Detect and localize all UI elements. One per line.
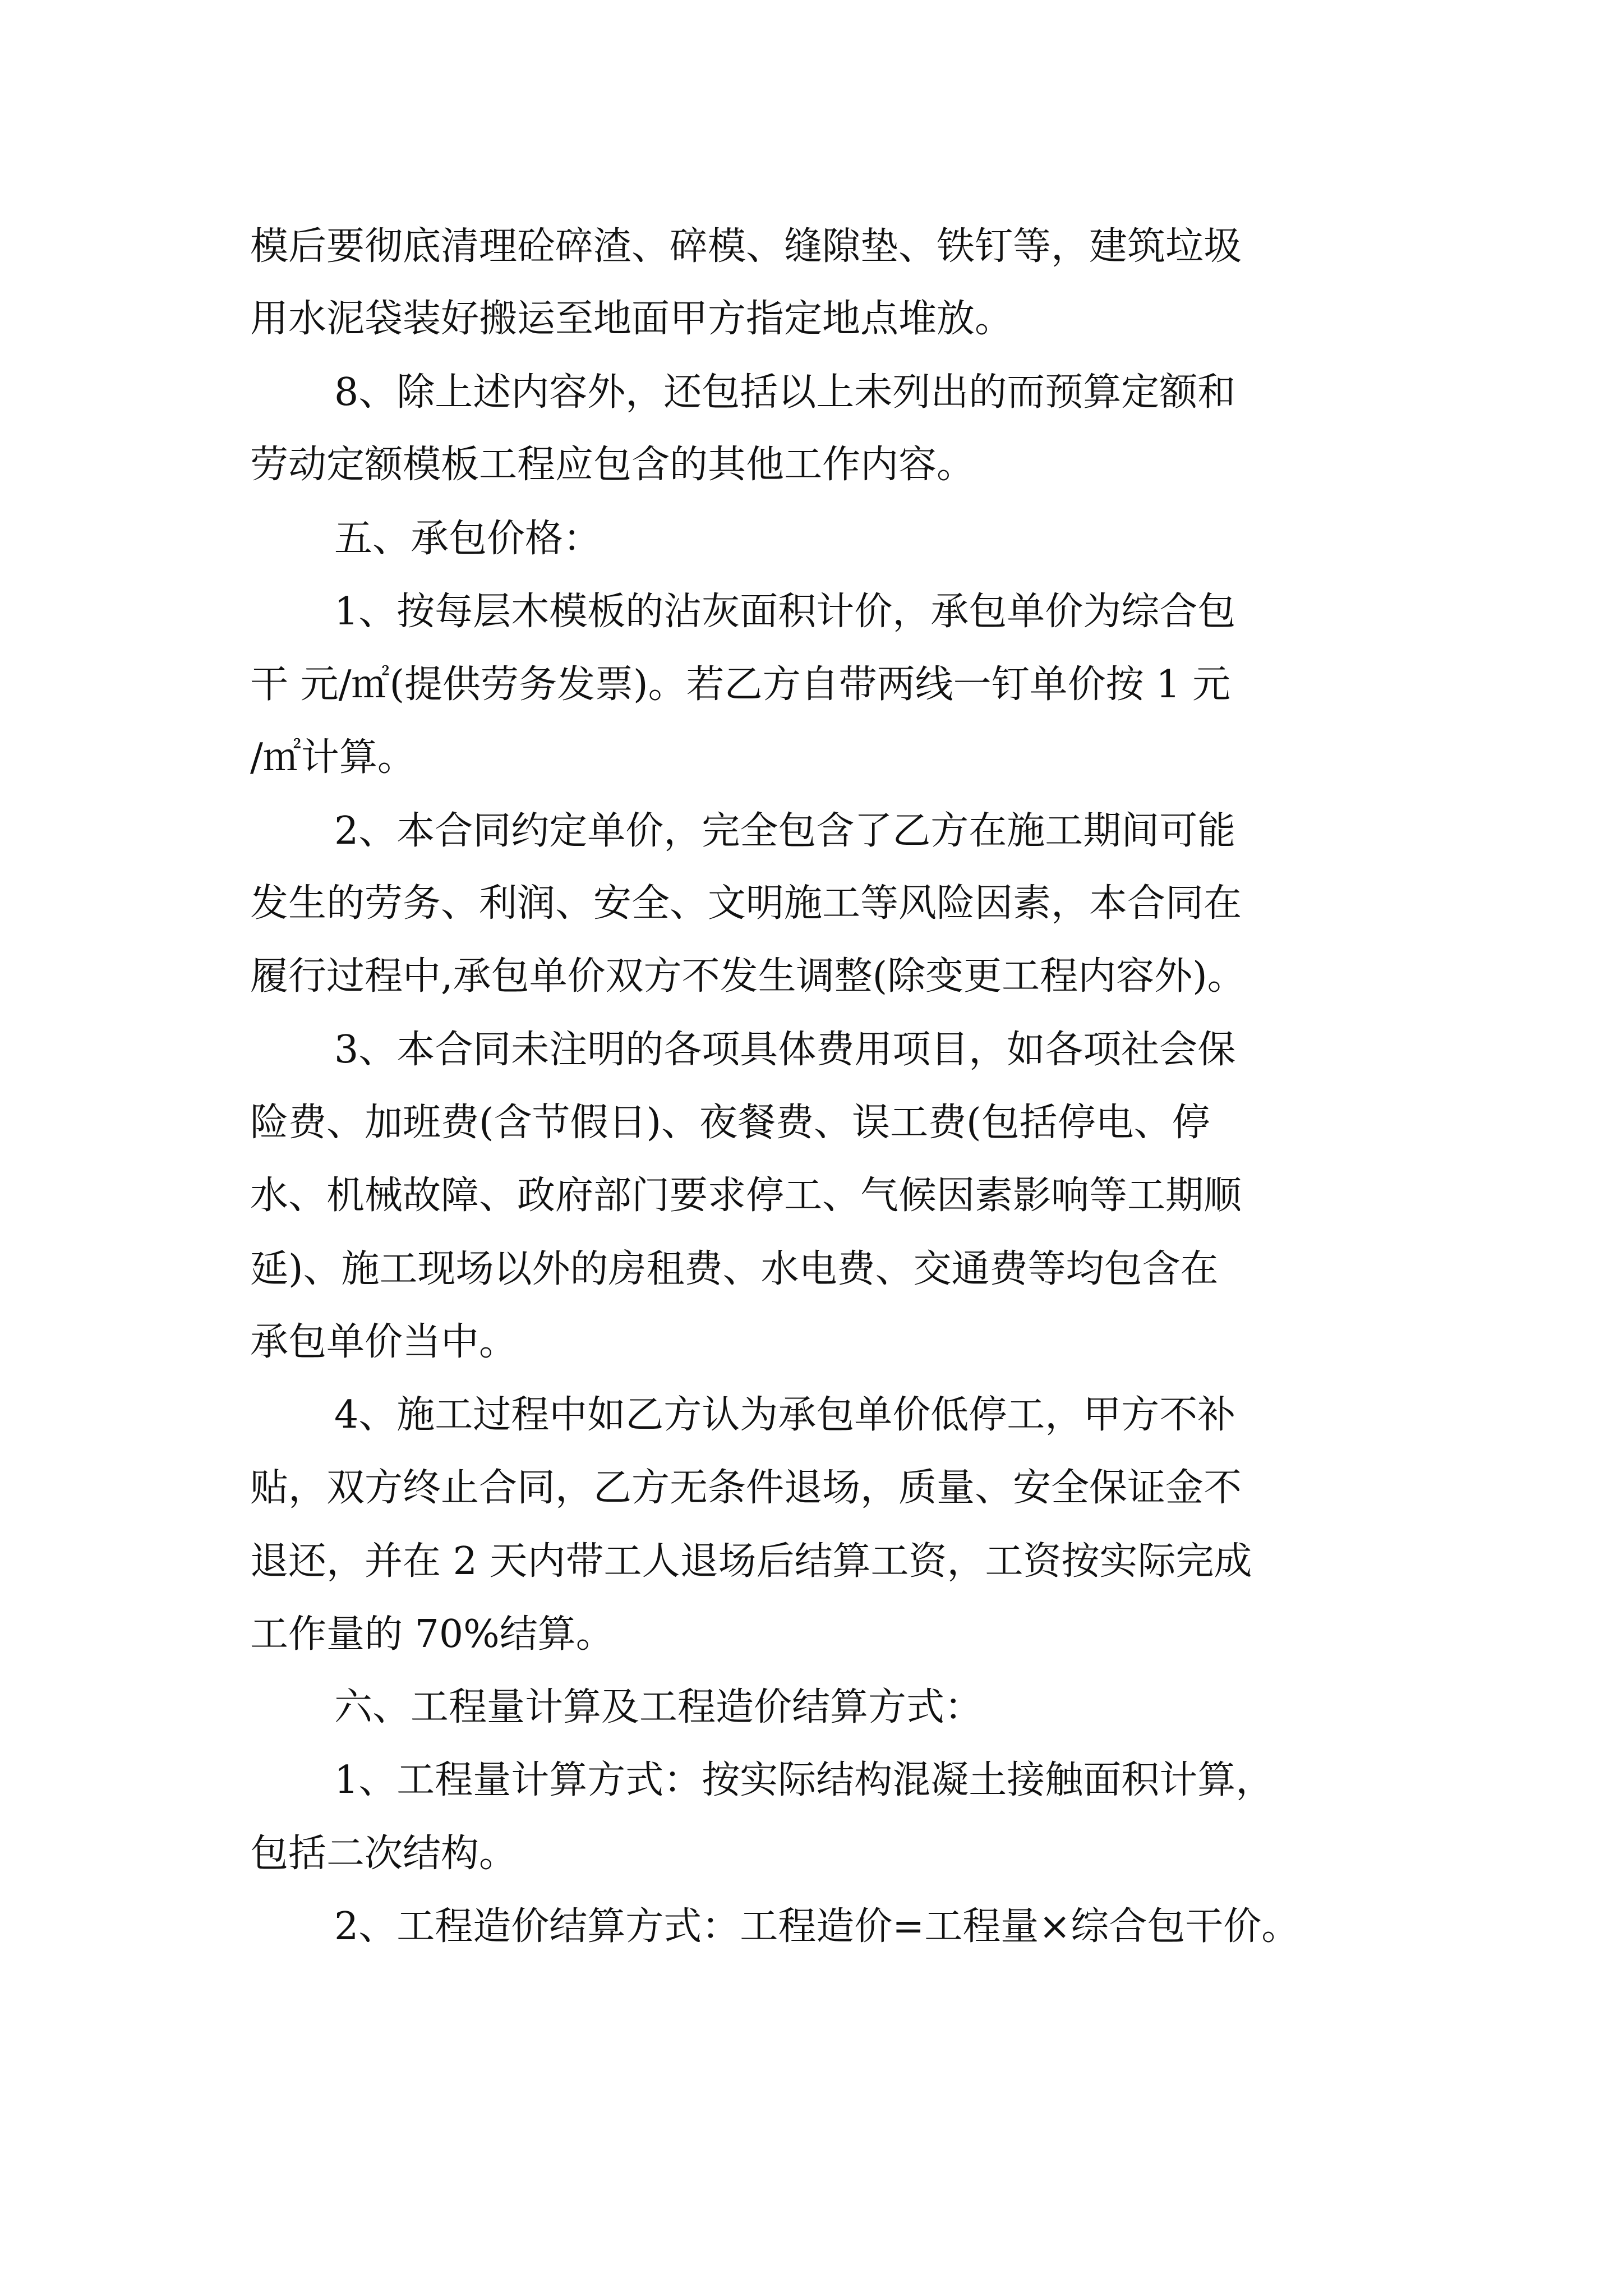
- section-heading: 六、工程量计算及工程造价结算方式：: [334, 1685, 983, 1729]
- text-line: 用水泥袋装好搬运至地面甲方指定地点堆放。: [250, 297, 1013, 341]
- text-line: 贴，双方终止合同，乙方无条件退场，质量、安全保证金不: [250, 1466, 1242, 1510]
- section-heading: 五、承包价格：: [334, 517, 602, 561]
- text-line: 工作量的 70%结算。: [250, 1612, 614, 1657]
- text-line: 模后要彻底清理砼碎渣、碎模、缝隙垫、铁钉等，建筑垃圾: [250, 224, 1242, 269]
- text-line: 延)、施工现场以外的房租费、水电费、交通费等均包含在: [250, 1247, 1219, 1291]
- text-line: 1、按每层木模板的沾灰面积计价，承包单价为综合包: [334, 590, 1236, 634]
- text-line: 1、工程量计算方式：按实际结构混凝土接触面积计算，: [334, 1758, 1274, 1802]
- text-line: 退还，并在 2 天内带工人退场后结算工资，工资按实际完成: [250, 1539, 1252, 1584]
- text-line: 水、机械故障、政府部门要求停工、气候因素影响等工期顺: [250, 1174, 1242, 1218]
- text-line: 干 元/㎡(提供劳务发票)。若乙方自带两线一钉单价按 1 元: [250, 662, 1231, 707]
- text-line: 履行过程中,承包单价双方不发生调整(除变更工程内容外)。: [250, 954, 1246, 999]
- text-line: 包括二次结构。: [250, 1832, 518, 1876]
- text-line: 2、工程造价结算方式：工程造价=工程量×综合包干价。: [334, 1904, 1300, 1949]
- text-line: 险费、加班费(含节假日)、夜餐费、误工费(包括停电、停: [250, 1101, 1210, 1145]
- text-line: 发生的劳务、利润、安全、文明施工等风险因素，本合同在: [250, 881, 1242, 926]
- text-line: 劳动定额模板工程应包含的其他工作内容。: [250, 443, 975, 487]
- text-line: 3、本合同未注明的各项具体费用项目，如各项社会保: [334, 1028, 1236, 1072]
- text-line: 4、施工过程中如乙方认为承包单价低停工，甲方不补: [334, 1393, 1236, 1437]
- text-line: /㎡计算。: [250, 735, 416, 780]
- text-line: 8、除上述内容外，还包括以上未列出的而预算定额和: [334, 370, 1236, 415]
- text-line: 2、本合同约定单价，完全包含了乙方在施工期间可能: [334, 809, 1236, 853]
- text-line: 承包单价当中。: [250, 1320, 518, 1364]
